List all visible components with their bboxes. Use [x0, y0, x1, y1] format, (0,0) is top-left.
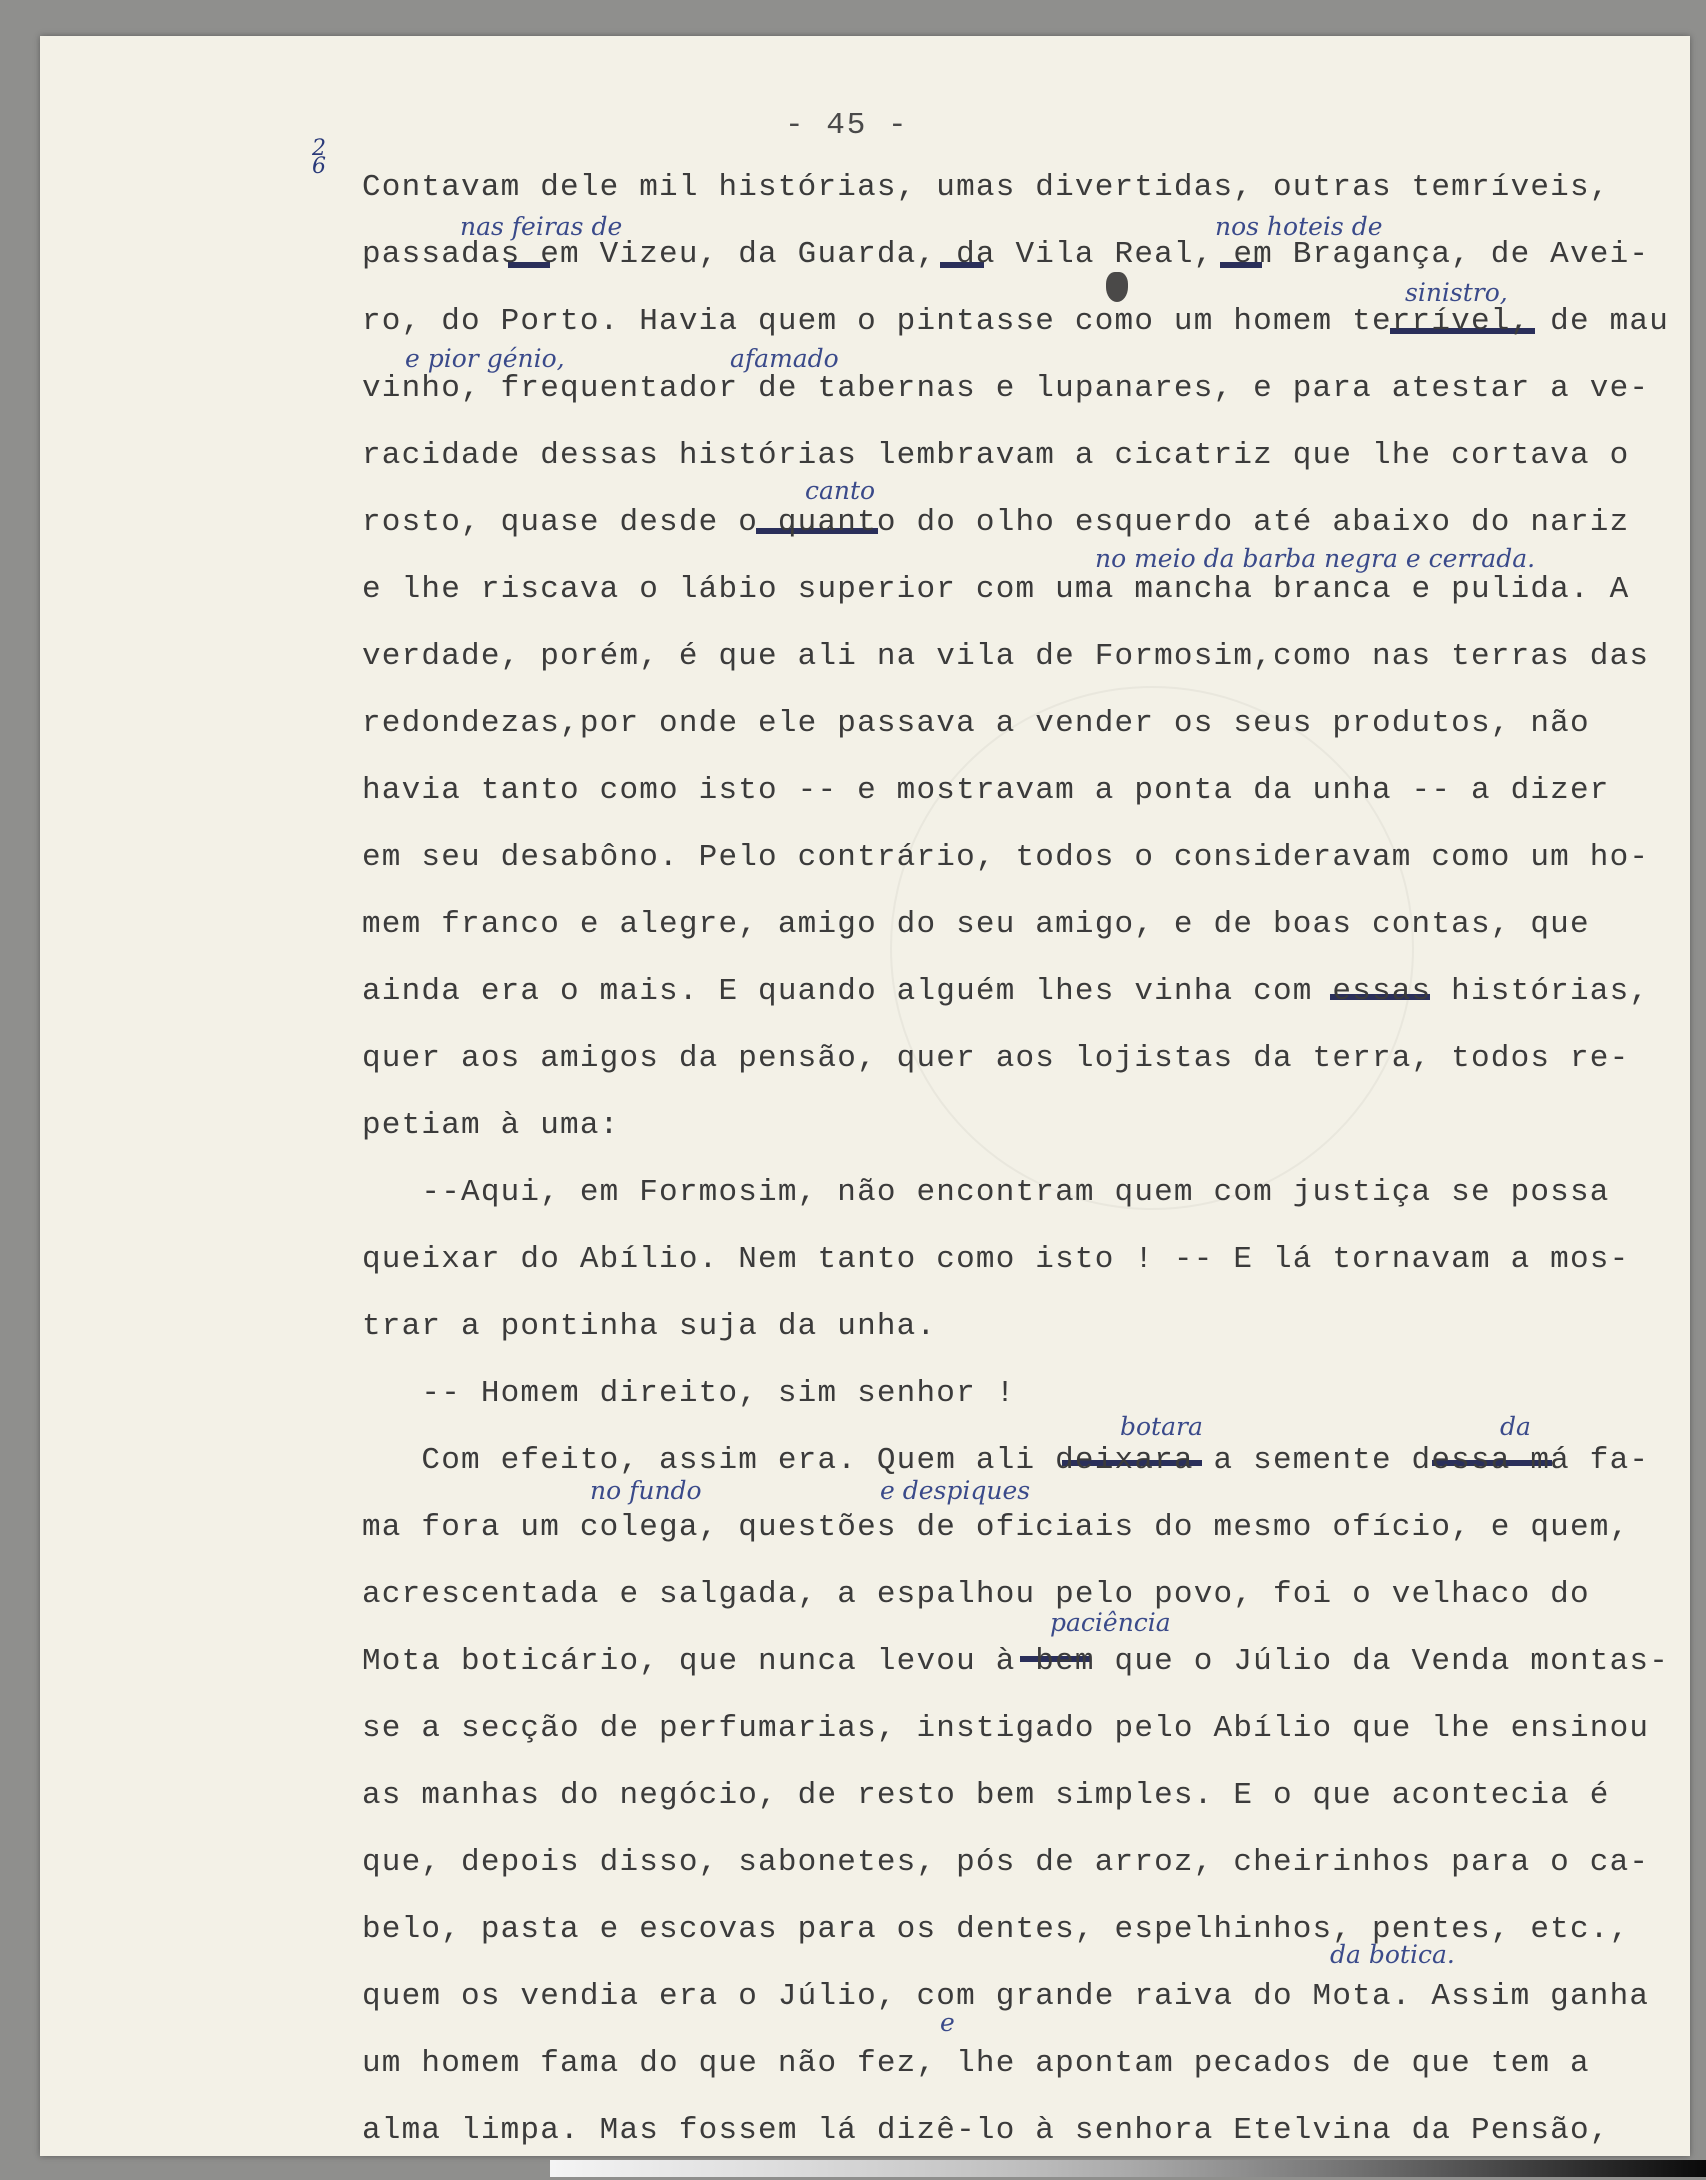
text-line: queixar do Abílio. Nem tanto como isto ! -- E lá tornavam a mos- — [362, 1242, 1630, 1277]
annotation: no meio da barba negra e cerrada. — [1095, 544, 1536, 573]
text-line: alma limpa. Mas fossem lá dizê-lo à senhora Etelvina da Pensão, — [362, 2113, 1610, 2148]
annotation: paciência — [1050, 1608, 1171, 1637]
page-number: - 45 - — [785, 108, 909, 143]
annotation: botara — [1120, 1412, 1203, 1441]
text-line: se a secção de perfumarias, instigado pelo Abílio que lhe ensinou — [362, 1711, 1650, 1746]
text-line: que, depois disso, sabonetes, pós de arroz, cheirinhos para o ca- — [362, 1845, 1650, 1880]
text-line: havia tanto como isto -- e mostravam a ponta da unha -- a dizer — [362, 773, 1610, 808]
text-line: Contavam dele mil histórias, umas divertidas, outras temríveis, — [362, 170, 1610, 205]
annotation: nos hoteis de — [1215, 212, 1383, 241]
annotation: nas feiras de — [460, 212, 623, 241]
text-line: quem os vendia era o Júlio, com grande raiva do Mota. Assim ganha — [362, 1979, 1650, 2014]
text-line: em seu desabôno. Pelo contrário, todos o consideravam como um ho- — [362, 840, 1650, 875]
manuscript-page — [40, 36, 1690, 2156]
text-line: passadas em Vizeu, da Guarda, da Vila Real, em Bragança, de Avei- — [362, 237, 1650, 272]
annotation: afamado — [730, 344, 839, 373]
typed-body — [362, 170, 1692, 2180]
text-line: --Aqui, em Formosim, não encontram quem com justiça se possa — [362, 1175, 1610, 1210]
text-line: ro, do Porto. Havia quem o pintasse como um homem terrível, de mau — [362, 304, 1669, 339]
annotation: no fundo — [590, 1476, 702, 1505]
text-line: quer aos amigos da pensão, quer aos lojistas da terra, todos re- — [362, 1041, 1630, 1076]
annotation: canto — [805, 476, 876, 505]
margin-note: 2 6 — [312, 136, 326, 179]
text-line: petiam à uma: — [362, 1108, 620, 1143]
text-line: mem franco e alegre, amigo do seu amigo, e de boas contas, que — [362, 907, 1590, 942]
annotation: e pior génio, — [405, 344, 565, 373]
text-line: as manhas do negócio, de resto bem simples. E o que acontecia é — [362, 1778, 1610, 1813]
text-line: vinho, frequentador de tabernas e lupanares, e para atestar a ve- — [362, 371, 1650, 406]
annotation: da — [1500, 1412, 1531, 1441]
text-line: um homem fama do que não fez, lhe apontam pecados de que tem a — [362, 2046, 1590, 2081]
text-line: acrescentada e salgada, a espalhou pelo povo, foi o velhaco do — [362, 1577, 1590, 1612]
scan-color-bar — [550, 2160, 1706, 2177]
text-line: ma fora um colega, questões de oficiais do mesmo ofício, e quem, — [362, 1510, 1630, 1545]
annotation: sinistro, — [1405, 278, 1508, 307]
text-line: belo, pasta e escovas para os dentes, espelhinhos, pentes, etc., — [362, 1912, 1630, 1947]
text-line: redondezas,por onde ele passava a vender os seus produtos, não — [362, 706, 1590, 741]
annotation: da botica. — [1330, 1940, 1455, 1969]
text-line: Mota boticário, que nunca levou à bem que o Júlio da Venda montas- — [362, 1644, 1669, 1679]
text-line: -- Homem direito, sim senhor ! — [362, 1376, 1016, 1411]
annotation: e despiques — [880, 1476, 1031, 1505]
text-line: rosto, quase desde o quanto do olho esquerdo até abaixo do nariz — [362, 505, 1630, 540]
text-line: verdade, porém, é que ali na vila de Formosim,como nas terras das — [362, 639, 1650, 674]
text-line: trar a pontinha suja da unha. — [362, 1309, 937, 1344]
text-line: Com efeito, assim era. Quem ali deixara a semente dessa má fa- — [362, 1443, 1650, 1478]
annotation: e — [940, 2008, 955, 2037]
text-line: ainda era o mais. E quando alguém lhes vinha com essas histórias, — [362, 974, 1650, 1009]
text-line: racidade dessas histórias lembravam a cicatriz que lhe cortava o — [362, 438, 1630, 473]
text-line: e lhe riscava o lábio superior com uma mancha branca e pulida. A — [362, 572, 1630, 607]
